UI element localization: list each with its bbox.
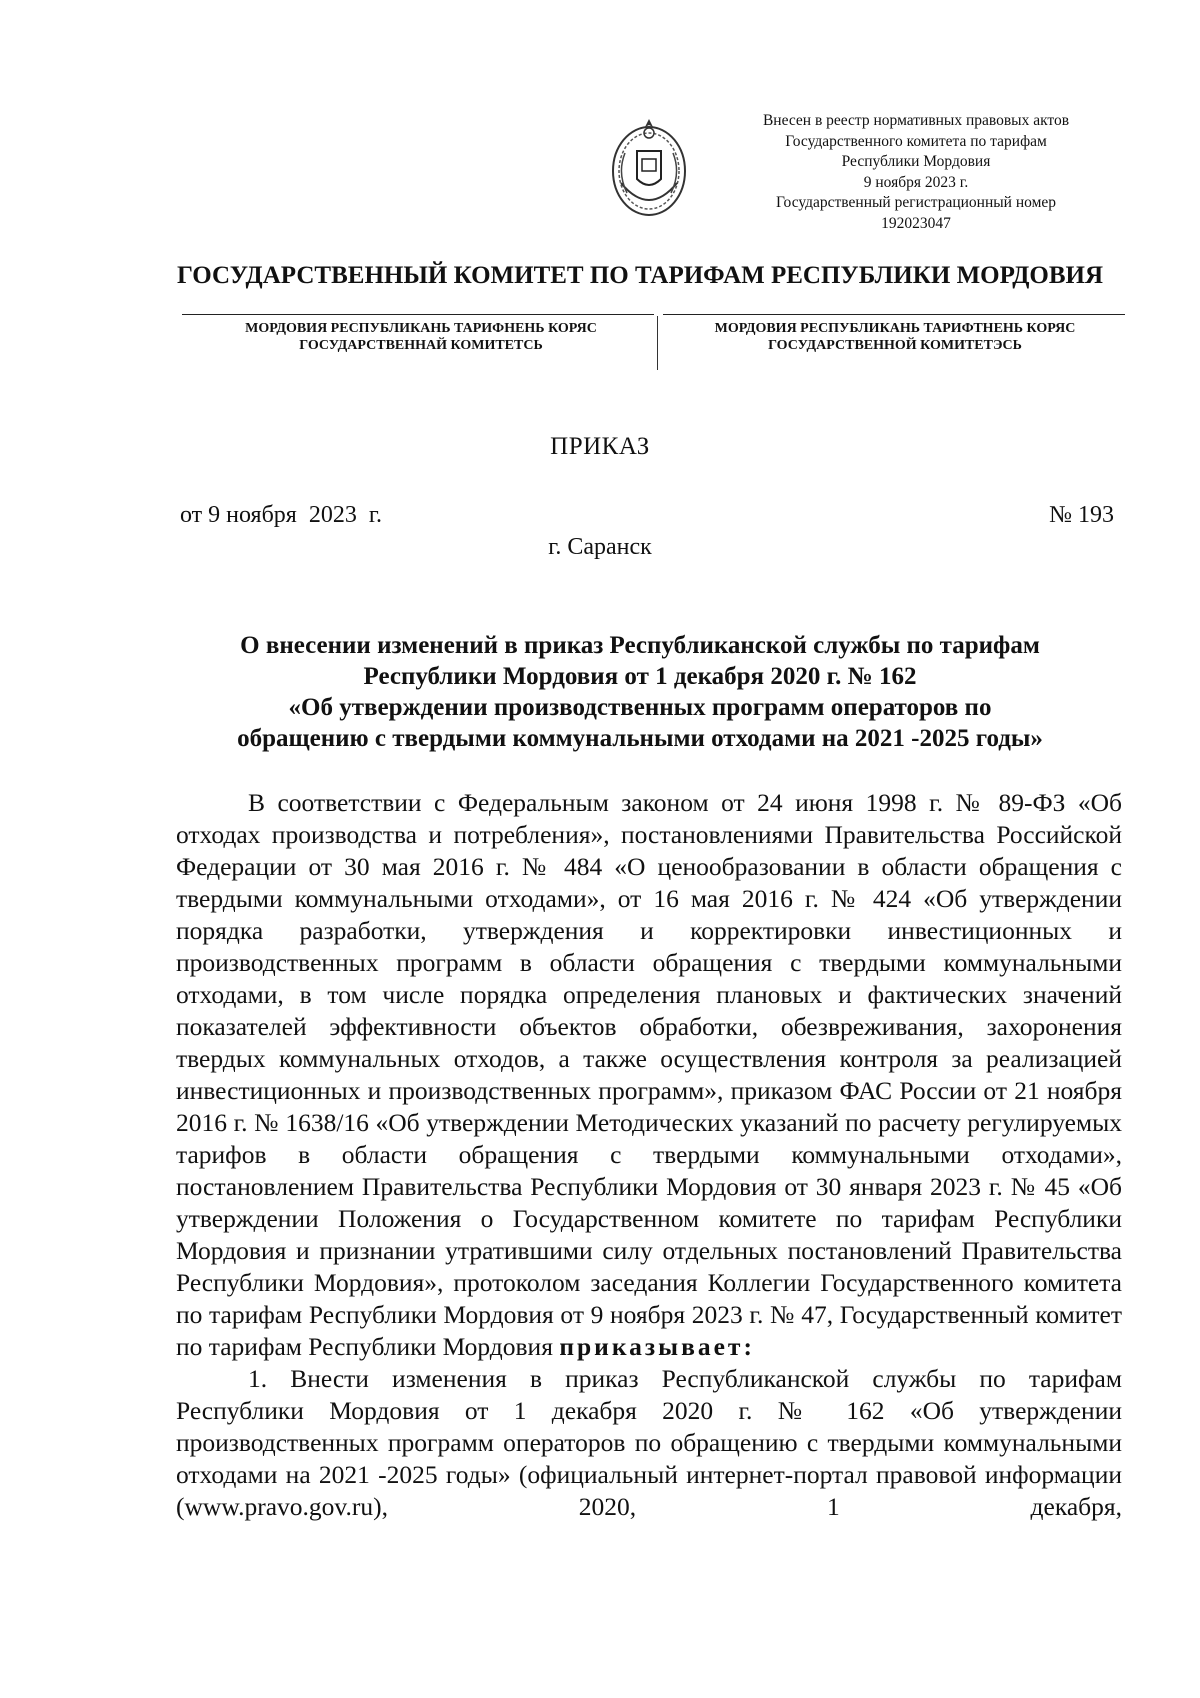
order-city: г. Саранск [548,534,652,560]
heading-line: «Об утверждении производственных программ операторов по [288,694,992,721]
registry-line: Государственный регистрационный номер [775,194,1057,211]
coat-of-arms-icon [607,113,691,223]
heading-line: обращению с твердыми коммунальными отходами на 2021 -2025 годы» [237,725,1043,752]
erzya-line: МОРДОВИЯ РЕСПУБЛИКАНЬ ТАРИФТНЕНЬ КОРЯС [714,321,1076,336]
clause-1-paragraph: 1. Внести изменения в приказ Республиканской службы по тарифам Республики Мордовия от 1 декабря 2020 г. № 162 «Об утверждении производственных программ операторов по обращению с твердыми коммунальными отходами на 2021 -2025 годы» (официальный интернет-портал правовой информации (www.pravo.gov.ru), 2020, 1 декабря, [176,1364,1122,1521]
committee-name-moksha [190,320,652,354]
registry-line: Внесен в реестр нормативных правовых актов [762,112,1070,129]
moksha-line: МОРДОВИЯ РЕСПУБЛИКАНЬ ТАРИФНЕНЬ КОРЯС [245,321,597,336]
registry-line: Государственного комитета по тарифам [785,132,1047,150]
order-title: ПРИКАЗ [550,433,650,460]
registry-number: 192023047 [881,214,951,232]
document-body [176,787,1122,1523]
header-divider-left [182,314,654,315]
erzya-line: ГОСУДАРСТВЕННОЙ КОМИТЕТЭСЬ [768,338,1022,353]
committee-title: ГОСУДАРСТВЕННЫЙ КОМИТЕТ ПО ТАРИФАМ РЕСПУБЛИКИ МОРДОВИЯ [176,262,1104,289]
committee-name-erzya [664,320,1126,354]
moksha-line: ГОСУДАРСТВЕННАЙ КОМИТЕТСЬ [299,338,543,353]
order-date: от 9 ноября 2023 г. [180,502,382,528]
header-divider-right [663,314,1125,315]
heading-line: О внесении изменений в приказ Республиканской службы по тарифам [240,632,1040,659]
header-divider-vertical [657,316,658,370]
registry-line: 9 ноября 2023 г. [863,173,969,191]
preamble-paragraph [176,787,1122,1363]
registry-stamp [716,111,1116,234]
order-number: № 193 [1049,502,1114,528]
document-heading [150,630,1130,754]
registry-line: Республики Мордовия [841,153,991,170]
orders-keyword: приказывает: [559,1332,755,1361]
heading-line: Республики Мордовия от 1 декабря 2020 г. № 162 [363,663,917,690]
preamble-text: В соответствии с Федеральным законом от 24 июня 1998 г. № 89-ФЗ «Об отходах производства и потребления», постановлениями Правительства Российской Федерации от 30 мая 2016 г. № 484 «О ценообразовании в области обращения с твердыми коммунальными отходами», от 16 мая 2016 г. № 424 «Об утверждении порядка разработки, утверждения и корректировки инвестиционных и производственных программ в области обращения с твердыми коммунальными отходами, в том числе порядка определения плановых и фактических значений показателей эффективности объектов обработки, обезвреживания, захоронения твердых коммунальных отходов, а также осуществления контроля за реализацией инвестиционных и производственных программ», приказом ФАС России от 21 ноября 2016 г. № 1638/16 «Об утверждении Методических указаний по расчету регулируемых тарифов в области обращения с твердыми коммунальными отходами», постановлением Правительства Республики Мордовия от 30 января 2023 г. № 45 «Об утверждении Положения о Государственном комитете по тарифам Республики Мордовия и признании утратившими силу отдельных постановлений Правительства Республики Мордовия», протоколом заседания Коллегии Государственного комитета по тарифам Республики Мордовия от 9 ноября 2023 г. № 47, Государственный комитет по тарифам Республики Мордовия [176,788,1122,1361]
